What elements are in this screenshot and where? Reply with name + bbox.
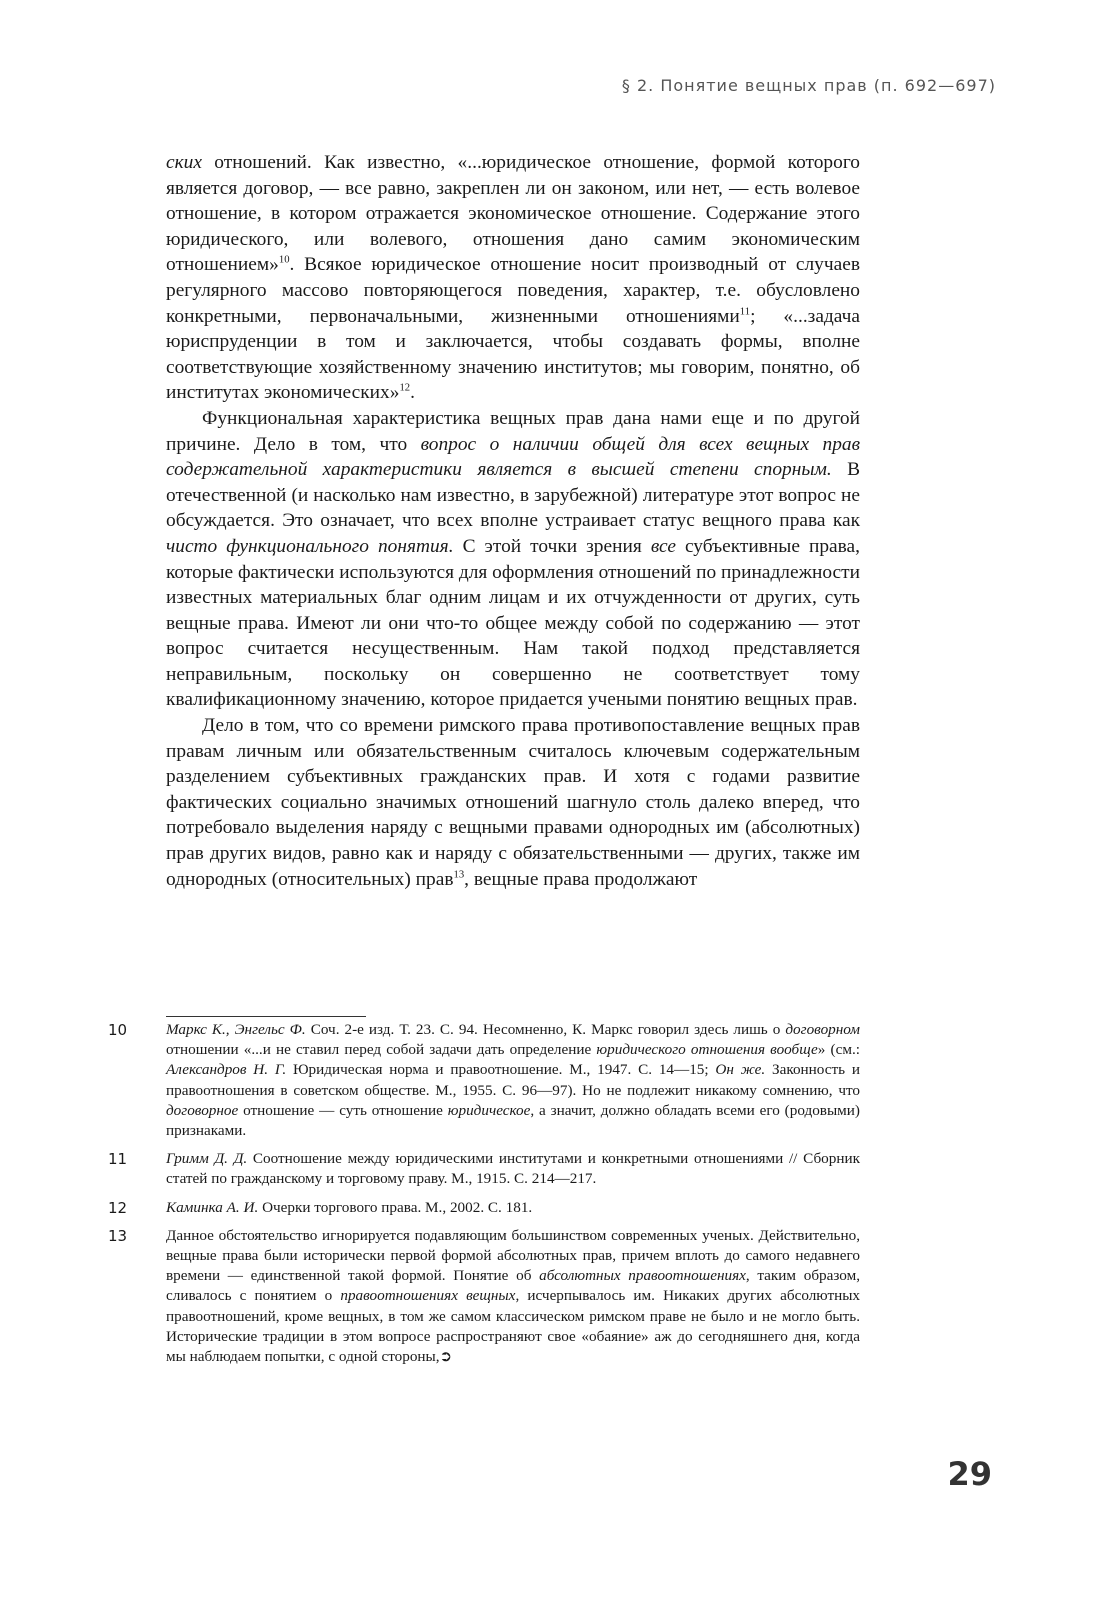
paragraph-1: ских отношений. Как известно, «...юридическое отношение, формой которого является договор, — все равно, закреплен ли он законом, или нет, — есть волевое отношение, в котором отражается экономическое отношение. Содержание этого юридического, или волевого, отношения дано самим экономическим отношением»$^{10}$. Всякое юридическое отношение носит производный от случаев регулярного массово повторяющегося поведения, характер, т.е. обусловлено конкретными, первоначальными, жизненными отношениями$^{11}$; «...задача юриспруденции в том и заключается, чтобы создавать формы, вполне соответствующие хозяйственному значению институтов; мы говорим, понятно, об институтах экономических»$^{12}$. — [166, 152, 860, 404]
footnote-text: Маркс К., Энгельс Ф. Соч. 2-е изд. Т. 23. С. 94. Несомненно, К. Маркс говорил здесь лишь о договорном отношении «...и не ставил перед собой задачи дать определение юридического отношения вообще» (см.: Александров Н. Г. Юридическая норма и правоотношение. М., 1947. С. 14—15; Он же. Законность и правоотношения в советском обществе. М., 1955. С. 96—97). Но не подлежит никакому сомнению, что договорное отношение — суть отношение юридическое, а значит, должно обладать всеми его (родовыми) признаками. — [166, 1021, 860, 1140]
footnote-number: 12 — [108, 1198, 128, 1217]
footnote-number: 10 — [108, 1021, 128, 1039]
footnote-11 — [108, 1149, 860, 1189]
footnote-divider — [166, 1016, 366, 1017]
footnote-10 — [108, 1020, 860, 1141]
main-text — [166, 150, 860, 892]
footnote-text: Каминка А. И. Очерки торгового права. М., 2002. С. 181. — [166, 1198, 533, 1216]
footnote-ref-13[interactable]: 13 — [453, 868, 465, 881]
footnote-ref-12[interactable]: 12 — [399, 381, 411, 394]
page-number: 29 — [947, 1455, 992, 1493]
footnote-text: Данное обстоятельство игнорируется подавляющим большинством современных ученых. Действительно, вещные права были исторически первой формой абсолютных прав, причем вплоть до самого недавнего времени — единственной такой формой. Понятие об абсолютных правоотношениях, таким образом, сливалось с понятием о правоотношениях вещных, исчерпывалось им. Никаких других абсолютных правоотношений, кроме вещных, в том же самом классическом римском праве не было и не могло быть. Исторические традиции в этом вопросе распространяют свое «обаяние» аж до сегодняшнего дня, когда мы наблюдаем попытки, с одной стороны,➲ — [166, 1226, 861, 1366]
running-header: § 2. Понятие вещных прав (п. 692—697) — [621, 76, 996, 95]
footnote-ref-11[interactable]: 11 — [739, 305, 751, 318]
footnote-number: 13 — [108, 1226, 128, 1245]
continue-arrow-icon: ➲ — [439, 1348, 453, 1366]
footnote-ref-10[interactable]: 10 — [278, 253, 290, 266]
footnote-number: 11 — [108, 1150, 128, 1169]
paragraph-2: Функциональная характеристика вещных прав дана нами еще и по другой причине. Дело в том, что вопрос о наличии общей для всех вещных прав содержательной характеристики является в высшей степени спорным. В отечественной (и насколько нам известно, в зарубежной) литературе этот вопрос не обсуждается. Это означает, что всех вполне устраивает статус вещного права как чисто функционального понятия. С этой точки зрения все субъективные права, которые фактически используются для оформления отношений по принадлежности известных материальных благ одним лицам и их отчужденности от других, суть вещные права. Имеют ли они что-то общее между собой по содержанию — этот вопрос считается несущественным. Нам такой подход представляется неправильным, поскольку он совершенно не соответствует тому квалификационному значению, которое придается учеными понятию вещных прав. — [166, 407, 861, 711]
footnote-12 — [108, 1198, 860, 1218]
paragraph-3: Дело в том, что со времени римского права противопоставление вещных прав правам личным или обязательственным считалось ключевым содержательным разделением субъективных гражданских прав. И хотя с годами развитие фактических социально значимых отношений шагнуло столь далеко вперед, что потребовало выделения наряду с вещными правами однородных им (абсолютных) прав других видов, равно как и наряду с обязательственными — других, также им однородных (относительных) прав$^{13}$, вещные права продолжают — [166, 715, 860, 890]
footnote-13 — [108, 1226, 860, 1367]
footnote-text: Гримм Д. Д. Соотношение между юридическими институтами и конкретными отношениями // Сборник статей по гражданскому и торговому праву. М., 1915. С. 214—217. — [166, 1150, 860, 1188]
footnotes — [108, 1020, 860, 1375]
